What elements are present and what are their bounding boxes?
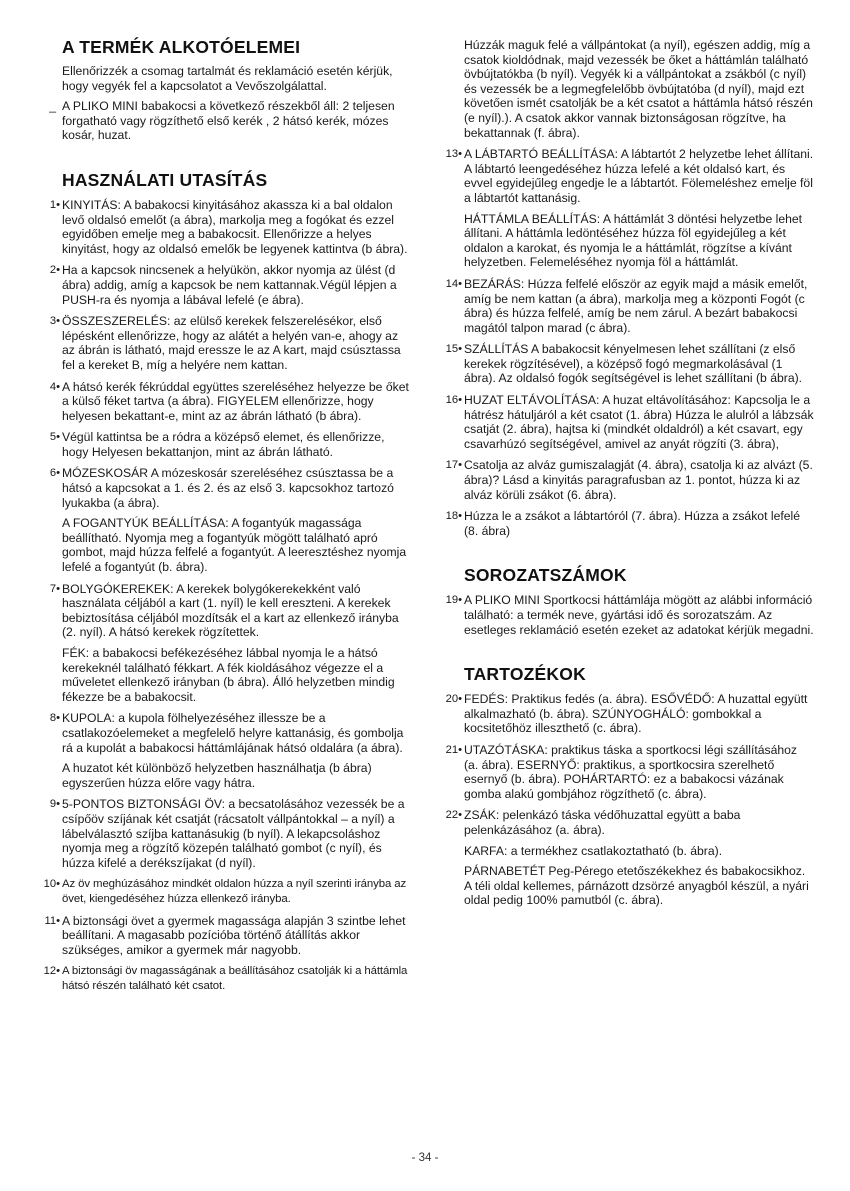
instruction-list-continued — [442, 147, 814, 538]
item-number: 19• — [445, 594, 462, 607]
list-item — [442, 692, 814, 736]
item-paragraph: UTAZÓTÁSKA: praktikus táska a sportkocsi légi szállításához (a. ábra). ESERNYŐ: praktikus, a sportkocsira szerelhető esernyő (b. ábra). POHÁRTARTÓ: ez a babakocsi vázának gomba alakú gombjához rögzíthető (c. ábra). — [464, 742, 798, 801]
item-number: 13• — [445, 148, 462, 161]
item-number: 10• — [43, 878, 60, 891]
item-number: 5• — [49, 431, 60, 444]
item-paragraph: FEDÉS: Praktikus fedés (a. ábra). ESŐVÉDŐ: A huzattal együtt alkalmazható (b. ábra). SZÚNYOGHÁLÓ: gombokkal a kocsitetőhöz illeszthető (c. ábra). — [464, 692, 808, 736]
item-number: 3• — [49, 315, 60, 328]
item-paragraph: PÁRNABETÉT Peg-Pérego etetőszékekhez és babakocsikhoz. A téli oldal kellemes, párnázott dzsörzé anyagból készül, a nyári oldal pedig 100% pamutból (c. ábra). — [464, 864, 809, 908]
item-number: 11• — [44, 914, 60, 927]
right-column — [442, 38, 814, 908]
continuation-text: Húzzák maguk felé a vállpántokat (a nyíl), egészen addig, míg a csatok kioldódnak, majd vezessék be őket a háttámlán található övbújtatókba (b nyíl). Vegyék ki a vállpántokat a zsákból (c nyíl) és vezessék be a legmegfelelőbb övbújtatóba (d nyíl), majd ezt követően ismét csatolják be a két csatot a háttámla hátsó részén (e nyíl).). A csatok akkor vannak biztonságosan rögzítve, ha bekattannak (f. ábra). — [464, 38, 813, 140]
item-number: 20• — [445, 693, 462, 706]
intro-parts-text: A PLIKO MINI babakocsi a következő részekből áll: 2 teljesen forgatható vagy rögzíthető első kerék , 2 hátsó kerék, mózes kosár, huzat. — [62, 99, 395, 143]
item-paragraph: 5-PONTOS BIZTONSÁGI ÖV: a becsatolásához vezessék be a csípőöv szíjának két csatját (rácsatolt vállpántokkal – a nyíl) a lábelválasztó szíjba kattanásukig (b nyíl). A lekapcsoláshoz nyomja meg a rögzítő közepén található gombot (c nyíl), és húzza kifelé a derékszíjakat (d nyíl). — [62, 797, 405, 870]
item-paragraph: A PLIKO MINI Sportkocsi háttámlája mögött az alábbi információ található: a termék neve, gyártási idő és sorozatszám. Az esetleges reklamáció esetén ezeket az adatokat kérjük megadni. — [464, 593, 814, 637]
item-paragraph: MÓZESKOSÁR A mózeskosár szereléséhez csúsztassa be a hátsó a kapcsokat a 1. és 2. és az első 3. kapcsokhoz tartozó lyukakba (a ábra). — [62, 466, 394, 510]
item-paragraph: A hátsó kerék fékrúddal együttes szereléséhez helyezze be őket a külső féket tartva (a ábra). FIGYELEM ellenőrizze, hogy helyesen bekattant-e, mint az az ábrán látható (b ábra). — [62, 379, 409, 423]
item-number: 2• — [49, 264, 60, 277]
item-number: 1• — [49, 198, 60, 211]
item-paragraph: A biztonsági öv magasságának a beállításához csatolják ki a háttámla hátsó részén található két csatot. — [62, 965, 408, 992]
item-paragraph: KINYITÁS: A babakocsi kinyitásához akassza ki a bal oldalon levő oldalsó emelőt (a ábra), markolja meg a fogókat és ezzel egyidőben emelje meg a babakocsit. Ellenőrizze a helyes kinyitást, hogy az oldalsó emelők be legyenek kattintva (b ábra). — [62, 197, 408, 256]
item-paragraph: SZÁLLÍTÁS A babakocsit kényelmesen lehet szállítani (z első kerekek rögzítésével), a középső fogó megmarkolásával (1 ábra). Az oldalsó fogók segítségével is lehet szállítani (b ábra). — [464, 342, 803, 386]
item-number: 17• — [445, 459, 462, 472]
item-paragraph: Csatolja az alváz gumiszalagját (4. ábra), csatolja ki az alvázt (5. ábra)? Lásd a kinyitás paragrafusban az 1. pontot, húzza ki az alváz körüli zsákot (6. ábra). — [464, 458, 813, 502]
item-number: 22• — [445, 809, 462, 822]
item-paragraph: A LÁBTARTÓ BEÁLLÍTÁSA: A lábtartót 2 helyzetbe lehet állítani. A lábtartó leengedéséhez húzza lefelé a két oldalsó kart, és evvel egyidejűleg engedje le a lábtartót. Fölemeléshez emelje föl a lábtartót kattanásig. — [464, 147, 814, 205]
list-item — [442, 743, 814, 801]
item-paragraph: BOLYGÓKEREKEK: A kerekek bolygókerekekként való használata céljából a kart (1. nyíl) le kell ereszteni. A kerekek bebiztosítása céljából mozdítsák el a kart az ellenkező irányba (2. nyíl). A hátsó kerekek rögzítettek. — [62, 581, 399, 640]
list-item — [40, 314, 412, 372]
item-paragraph: A FOGANTYÚK BEÁLLÍTÁSA: A fogantyúk magassága beállítható. Nyomja meg a fogantyúk mögött található apró gombot, majd húzza felfelé a fogantyút. A leeresztéshez nyomja lefelé a fogantyút (b. ábra). — [62, 516, 407, 575]
item-paragraph: ZSÁK: pelenkázó táska védőhuzattal együtt a baba pelenkázásához (a. ábra). — [464, 808, 741, 837]
item-paragraph: A biztonsági övet a gyermek magassága alapján 3 szintbe lehet beállítani. A magasabb pozícióba történő átállítás akkor szükséges, amikor a gyermek már nagyobb. — [62, 913, 406, 957]
section-title-instructions: HASZNÁLATI UTASÍTÁS — [62, 169, 268, 190]
list-item — [442, 458, 814, 502]
list-item — [442, 147, 814, 270]
list-item — [40, 263, 412, 307]
item-paragraph: A huzatot két különböző helyzetben használhatja (b ábra) egyszerűen húzza előre vagy hátra. — [62, 761, 372, 790]
list-item — [442, 393, 814, 451]
item-paragraph: ÖSSZESZERELÉS: az elülső kerekek felszerelésékor, első lépésként ellenőrizze, hogy az alátét a helyén van-e, ahogy az az ábrán is látható, majd eressze le az A kart, majd csúsztassa fel a kereket B, míg a helyére nem kattan. — [62, 314, 401, 372]
list-item — [40, 797, 412, 870]
list-item — [40, 711, 412, 790]
list-item — [442, 277, 814, 335]
item-number: 6• — [49, 467, 60, 480]
item-paragraph: Az öv meghúzásához mindkét oldalon húzza a nyíl szerinti irányba az övet, kiengedéséhez húzza ellenkező irányba. — [62, 878, 407, 905]
item-number: 14• — [445, 277, 462, 290]
instruction-list — [40, 198, 412, 994]
item-paragraph: BEZÁRÁS: Húzza felfelé először az egyik majd a másik emelőt, amíg be nem kattan (a ábra), markolja meg a központi Fogót (c ábra) és húzza felfelé, amíg be nem zárul. A bezárt babakocsi magától talpon marad (c ábra). — [464, 276, 808, 335]
dash-mark: _ — [49, 99, 56, 114]
serial-list — [442, 593, 814, 637]
list-item — [442, 593, 814, 637]
list-item — [40, 198, 412, 256]
item-paragraph: HÁTTÁMLA BEÁLLÍTÁS: A háttámlát 3 döntési helyzetbe lehet állítani. A háttámla ledöntéséhez húzza föl egyidejűleg a két oldalon a karokat, és nyomja le a háttámlát, rögzítse a kívánt helyzetben. Felemeléséhez nyomja föl a háttámlát. — [464, 211, 803, 270]
item-paragraph: FÉK: a babakocsi befékezéséhez lábbal nyomja le a hátsó kerekeknél található fékkart. A fék kioldásához végezze el a műveletet ellenkező irányban (b ábra). Álló helyzetben mindig fékezze be a babakocsit. — [62, 646, 395, 704]
item-number: 8• — [49, 712, 60, 725]
item-number: 18• — [445, 510, 462, 523]
item-paragraph: KUPOLA: a kupola fölhelyezéséhez illessze be a csatlakozóelemeket a megfelelő helyre kattanásig, és gombolja rá a kupolát a babakocsi háttámlájának hátsó oldalára (a ábra). — [62, 711, 404, 755]
list-item — [40, 466, 412, 574]
list-item — [442, 509, 814, 538]
item-number: 9• — [49, 798, 60, 811]
item-paragraph: Ha a kapcsok nincsenek a helyükön, akkor nyomja az ülést (d ábra) addig, amíg a kapcsok be nem kattannak.Végül lépjen a PUSH-ra és nyomja a lábával lefelé (e ábra). — [62, 263, 397, 307]
item-number: 15• — [445, 343, 462, 356]
section-title-serial-numbers: SOROZATSZÁMOK — [464, 565, 627, 586]
list-item — [40, 430, 412, 459]
item-paragraph: KARFA: a termékhez csatlakoztatható (b. ábra). — [464, 843, 723, 858]
item-paragraph: HUZAT ELTÁVOLÍTÁSA: A huzat eltávolításához: Kapcsolja le a hátrész hátuljáról a két csatot (1. ábra) Húzza le alulról a lábzsák csatját (2. ábra), hajtsa ki (mindkét oldaldról) a két csavart, egy csavarhúzó segítségével, amivel az anyát rögzíti (3. ábra), — [464, 393, 814, 451]
list-item — [40, 877, 412, 906]
accessories-list — [442, 692, 814, 908]
list-item — [442, 808, 814, 908]
left-column — [40, 36, 412, 993]
section-title-components: A TERMÉK ALKOTÓELEMEI — [62, 37, 301, 57]
item-number: 12• — [43, 965, 60, 978]
list-item — [442, 342, 814, 386]
page-number: - 34 - — [411, 1152, 439, 1164]
item-number: 21• — [445, 743, 462, 756]
intro-parts-list — [40, 99, 412, 143]
item-paragraph: Húzza le a zsákot a lábtartóról (7. ábra). Húzza a zsákot lefelé (8. ábra) — [464, 509, 800, 538]
item-number: 7• — [49, 582, 60, 595]
section-title-accessories: TARTOZÉKOK — [464, 664, 586, 685]
list-item — [40, 964, 412, 993]
list-item — [40, 914, 412, 958]
intro-check-package: Ellenőrizzék a csomag tartalmát és reklamáció esetén kérjük, hogy vegyék fel a kapcsolatot a Vevőszolgálattal. — [62, 64, 393, 93]
item-number: 16• — [445, 394, 462, 407]
list-item — [40, 582, 412, 705]
item-number: 4• — [49, 380, 60, 393]
list-item — [40, 380, 412, 424]
item-paragraph: Végül kattintsa be a ródra a középső elemet, és ellenőrizze, hogy Helyesen bekattanjon, mint az ábrán látható. — [62, 430, 385, 459]
